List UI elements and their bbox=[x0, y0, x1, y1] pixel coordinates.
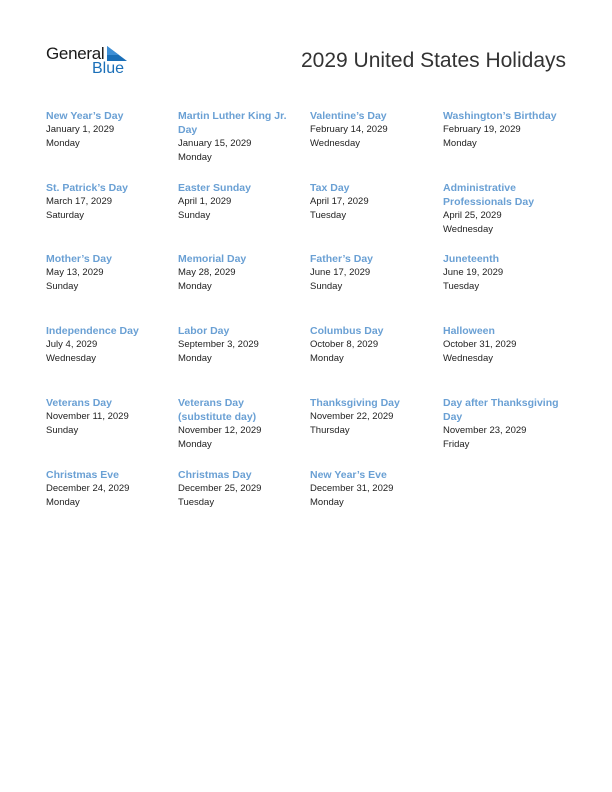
holiday-weekday: Monday bbox=[443, 138, 477, 149]
holiday-name: Mother’s Day bbox=[46, 253, 112, 265]
holiday-entry bbox=[46, 109, 168, 151]
holiday-weekday: Tuesday bbox=[178, 497, 215, 508]
holiday-date: November 11, 2029 bbox=[46, 411, 129, 422]
holiday-date: April 1, 2029 bbox=[178, 196, 232, 207]
holiday-date: January 15, 2029 bbox=[178, 138, 252, 149]
holiday-date: October 31, 2029 bbox=[443, 339, 517, 350]
page-title: 2029 United States Holidays bbox=[301, 49, 566, 72]
holiday-entry bbox=[46, 468, 168, 510]
holiday-weekday: Monday bbox=[178, 353, 212, 364]
holiday-name: Christmas Day bbox=[178, 469, 252, 481]
holiday-weekday: Friday bbox=[443, 439, 470, 450]
holiday-weekday: Sunday bbox=[310, 281, 343, 292]
holiday-weekday: Monday bbox=[310, 353, 344, 364]
holiday-weekday: Monday bbox=[46, 497, 80, 508]
holiday-name: Columbus Day bbox=[310, 325, 384, 337]
holiday-date: November 12, 2029 bbox=[178, 425, 262, 436]
holiday-entry bbox=[310, 468, 432, 510]
holiday-date: March 17, 2029 bbox=[46, 196, 113, 207]
holiday-name: St. Patrick’s Day bbox=[46, 182, 128, 194]
holiday-name: Christmas Eve bbox=[46, 469, 119, 481]
holiday-entry bbox=[443, 252, 565, 294]
holiday-name: Valentine’s Day bbox=[310, 110, 387, 122]
holiday-date: April 25, 2029 bbox=[443, 210, 502, 221]
holiday-entry bbox=[178, 468, 300, 510]
holiday-entry bbox=[443, 109, 565, 151]
holiday-entry bbox=[443, 396, 565, 452]
holiday-name: Martin Luther King Jr. Day bbox=[178, 110, 287, 136]
holiday-weekday: Wednesday bbox=[310, 138, 360, 149]
holiday-entry bbox=[310, 109, 432, 151]
holiday-date: November 22, 2029 bbox=[310, 411, 394, 422]
holiday-entry bbox=[310, 181, 432, 223]
holiday-name: Halloween bbox=[443, 325, 495, 337]
holiday-name: Independence Day bbox=[46, 325, 139, 337]
holiday-name: Administrative Professionals Day bbox=[443, 182, 535, 208]
holiday-date: June 19, 2029 bbox=[443, 267, 504, 278]
holiday-weekday: Sunday bbox=[178, 210, 211, 221]
holiday-date: May 28, 2029 bbox=[178, 267, 236, 278]
holiday-name: Juneteenth bbox=[443, 253, 500, 265]
brand-logo bbox=[46, 44, 136, 80]
holiday-weekday: Saturday bbox=[46, 210, 85, 221]
holiday-weekday: Tuesday bbox=[310, 210, 347, 221]
holiday-weekday: Sunday bbox=[46, 425, 79, 436]
holiday-entry bbox=[310, 324, 432, 366]
holiday-date: December 31, 2029 bbox=[310, 483, 394, 494]
holiday-entry bbox=[46, 396, 168, 438]
holiday-weekday: Wednesday bbox=[46, 353, 96, 364]
holiday-name: Thanksgiving Day bbox=[310, 397, 400, 409]
holiday-name: Father’s Day bbox=[310, 253, 374, 265]
holiday-entry bbox=[178, 324, 300, 366]
holiday-date: January 1, 2029 bbox=[46, 124, 115, 135]
holiday-weekday: Monday bbox=[46, 138, 80, 149]
holiday-date: November 23, 2029 bbox=[443, 425, 527, 436]
holiday-weekday: Wednesday bbox=[443, 224, 493, 235]
holiday-weekday: Monday bbox=[178, 439, 212, 450]
holiday-entry bbox=[443, 324, 565, 366]
holiday-name: Veterans Day bbox=[46, 397, 112, 409]
holiday-entry bbox=[443, 181, 565, 237]
holiday-entry bbox=[46, 324, 168, 366]
holiday-name: Washington’s Birthday bbox=[443, 110, 557, 122]
holiday-entry bbox=[178, 396, 300, 452]
holiday-entry bbox=[46, 252, 168, 294]
holiday-date: September 3, 2029 bbox=[178, 339, 259, 350]
holiday-name: Tax Day bbox=[310, 182, 350, 194]
holiday-entry bbox=[178, 252, 300, 294]
holiday-date: May 13, 2029 bbox=[46, 267, 104, 278]
holiday-weekday: Monday bbox=[178, 281, 212, 292]
logo-text-general: General bbox=[46, 44, 105, 63]
holiday-entry bbox=[178, 181, 300, 223]
holiday-weekday: Thursday bbox=[310, 425, 350, 436]
holiday-entry bbox=[178, 109, 300, 165]
holiday-weekday: Wednesday bbox=[443, 353, 493, 364]
holiday-name: New Year’s Day bbox=[46, 110, 124, 122]
holiday-name: Labor Day bbox=[178, 325, 230, 337]
holiday-date: July 4, 2029 bbox=[46, 339, 98, 350]
holiday-date: June 17, 2029 bbox=[310, 267, 371, 278]
holiday-date: February 14, 2029 bbox=[310, 124, 388, 135]
holiday-entry bbox=[310, 396, 432, 438]
holiday-entry bbox=[46, 181, 168, 223]
holiday-name: New Year’s Eve bbox=[310, 469, 387, 481]
holiday-date: December 24, 2029 bbox=[46, 483, 130, 494]
holiday-date: December 25, 2029 bbox=[178, 483, 262, 494]
holiday-weekday: Tuesday bbox=[443, 281, 480, 292]
holiday-name: Veterans Day (substitute day) bbox=[178, 397, 257, 423]
holiday-name: Day after Thanksgiving Day bbox=[443, 397, 559, 423]
holiday-weekday: Monday bbox=[310, 497, 344, 508]
holiday-name: Memorial Day bbox=[178, 253, 247, 265]
logo-text-blue: Blue bbox=[92, 60, 125, 77]
holiday-entry bbox=[310, 252, 432, 294]
holiday-weekday: Monday bbox=[178, 152, 212, 163]
holiday-weekday: Sunday bbox=[46, 281, 79, 292]
holiday-date: February 19, 2029 bbox=[443, 124, 521, 135]
holiday-date: April 17, 2029 bbox=[310, 196, 369, 207]
logo-flag-icon bbox=[107, 46, 127, 61]
holiday-date: October 8, 2029 bbox=[310, 339, 379, 350]
holiday-name: Easter Sunday bbox=[178, 182, 251, 194]
